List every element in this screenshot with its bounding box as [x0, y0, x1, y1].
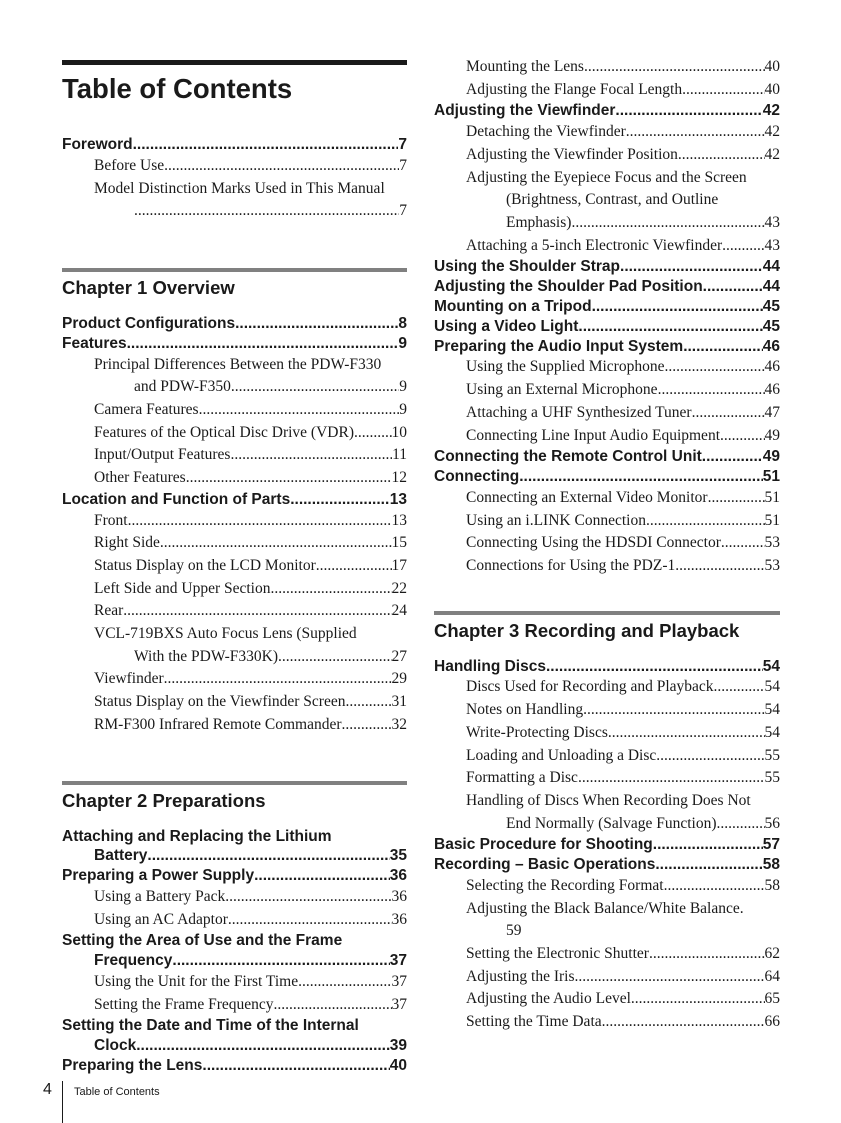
entry-label: Handling Discs	[434, 657, 546, 675]
entry-label: Mounting on a Tripod	[434, 298, 592, 316]
entry-page-number: 32	[391, 715, 407, 733]
leader-dots	[230, 444, 392, 467]
entry-label: Loading and Unloading a Disc	[466, 746, 657, 764]
chapter-2-continued-list	[434, 56, 780, 578]
toc-heading-entry[interactable]	[434, 657, 780, 677]
entry-label: (Brightness, Contrast, and Outline	[506, 191, 719, 209]
toc-subentry-continuation	[434, 920, 780, 943]
toc-heading-entry[interactable]	[62, 334, 407, 354]
toc-subentry[interactable]	[62, 444, 407, 467]
entry-page-number: 36	[391, 887, 407, 905]
chapter-3-heading: Chapter 3 Recording and Playback	[434, 611, 780, 643]
entry-label: Rear	[94, 602, 124, 620]
entry-page-number: 47	[764, 403, 780, 421]
entry-page-number: 43	[764, 236, 780, 254]
entry-label: Preparing the Lens	[62, 1056, 203, 1074]
toc-heading-entry[interactable]	[62, 490, 407, 510]
entry-page-number: 49	[764, 426, 780, 444]
entry-label: Connecting Using the HDSDI Connector	[466, 534, 721, 552]
toc-subentry[interactable]	[434, 767, 780, 790]
toc-subentry[interactable]	[434, 402, 780, 425]
entry-label: Using an External Microphone	[466, 381, 658, 399]
entry-page-number: 64	[764, 967, 780, 985]
toc-heading-entry[interactable]	[434, 855, 780, 875]
entry-label: Using a Video Light	[434, 317, 579, 335]
entry-label: Connecting an External Video Monitor	[466, 488, 708, 506]
entry-page-number: 65	[764, 990, 780, 1008]
entry-label: Emphasis)	[506, 214, 572, 232]
entry-label: With the PDW-F330K)	[134, 647, 279, 665]
entry-page-number: 44	[762, 258, 780, 276]
entry-label: Before Use	[94, 156, 165, 174]
chapter-3-list	[434, 657, 780, 1034]
entry-page-number: 46	[764, 381, 780, 399]
toc-subentry[interactable]	[62, 714, 407, 737]
entry-label: Clock	[94, 1037, 137, 1055]
leader-dots	[133, 135, 399, 155]
leader-dots	[578, 767, 765, 790]
toc-subentry[interactable]	[434, 356, 780, 379]
toc-subentry[interactable]	[62, 354, 407, 377]
page-number: 4	[43, 1081, 52, 1098]
toc-subentry[interactable]	[62, 467, 407, 490]
entry-label: Connecting	[434, 468, 520, 486]
leader-dots	[620, 257, 763, 277]
footer-section-title: Table of Contents	[74, 1086, 160, 1098]
entry-label: Using an i.LINK Connection	[466, 511, 646, 529]
entry-label: Features	[62, 334, 127, 352]
entry-page-number: 57	[762, 836, 780, 854]
entry-label: Status Display on the LCD Monitor	[94, 556, 316, 574]
entry-page-number: 44	[762, 278, 780, 296]
toc-heading-entry[interactable]	[434, 467, 780, 487]
toc-heading-entry[interactable]	[434, 101, 780, 121]
entry-page-number: 12	[391, 469, 407, 487]
entry-label: Preparing the Audio Input System	[434, 337, 684, 355]
leader-dots	[653, 835, 763, 855]
leader-dots	[231, 376, 399, 399]
toc-heading-entry[interactable]	[434, 835, 780, 855]
leader-dots	[608, 722, 765, 745]
entry-page-number: 56	[764, 814, 780, 832]
entry-label: Status Display on the Viewfinder Screen	[94, 693, 346, 711]
entry-page-number: 43	[764, 214, 780, 232]
leader-dots	[164, 668, 392, 691]
toc-subentry[interactable]	[434, 722, 780, 745]
toc-subentry[interactable]	[434, 699, 780, 722]
toc-subentry[interactable]	[434, 56, 780, 79]
entry-label: RM-F300 Infrared Remote Commander	[94, 715, 342, 733]
toc-subentry[interactable]	[434, 813, 780, 836]
entry-page-number: 54	[764, 723, 780, 741]
leader-dots	[692, 402, 765, 425]
entry-label: Using an AC Adaptor	[94, 910, 228, 928]
toc-heading-entry[interactable]	[434, 337, 780, 357]
entry-page-number: 54	[764, 678, 780, 696]
toc-subentry[interactable]	[62, 971, 407, 994]
toc-subentry-continuation	[434, 189, 780, 212]
chapter-2-list	[62, 827, 407, 1076]
entry-page-number: 54	[762, 657, 780, 675]
entry-page-number: 58	[764, 876, 780, 894]
leader-dots	[354, 422, 392, 445]
entry-label: Formatting a Disc	[466, 769, 578, 787]
leader-dots	[134, 200, 399, 223]
leader-dots	[664, 875, 765, 898]
leader-dots	[254, 866, 390, 886]
entry-label: Attaching a 5-inch Electronic Viewfinder	[466, 236, 723, 254]
entry-label: Viewfinder	[94, 670, 164, 688]
toc-subentry[interactable]	[434, 555, 780, 578]
entry-page-number: 45	[762, 298, 780, 316]
entry-page-number: 54	[764, 701, 780, 719]
entry-label: Handling of Discs When Recording Does Not	[466, 791, 751, 809]
toc-heading-entry[interactable]	[434, 447, 780, 467]
entry-label: Mounting the Lens	[466, 58, 584, 75]
entry-label: Basic Procedure for Shooting	[434, 836, 653, 854]
entry-label: Detaching the Viewfinder	[466, 123, 626, 141]
leader-dots	[626, 121, 765, 144]
toc-subentry[interactable]	[62, 422, 407, 445]
leader-dots	[602, 1011, 765, 1034]
toc-subentry[interactable]	[434, 235, 780, 258]
entry-label: Recording – Basic Operations	[434, 856, 656, 874]
entry-label: Camera Features	[94, 400, 199, 418]
entry-label: Frequency	[94, 952, 173, 970]
entry-label: Adjusting the Flange Focal Length	[466, 80, 683, 98]
toc-subentry[interactable]	[434, 121, 780, 144]
toc-subentry[interactable]	[62, 623, 407, 646]
leader-dots	[592, 297, 763, 317]
leader-dots	[675, 555, 764, 578]
leader-dots	[721, 532, 765, 555]
leader-dots	[664, 356, 764, 379]
toc-subentry[interactable]	[62, 668, 407, 691]
entry-label: Adjusting the Black Balance/White Balance.	[466, 899, 744, 917]
leader-dots	[717, 813, 765, 836]
chapter-1-heading: Chapter 1 Overview	[62, 268, 407, 300]
entry-label: Location and Function of Parts	[62, 490, 291, 508]
leader-dots	[646, 510, 765, 533]
toc-heading-entry[interactable]	[62, 314, 407, 334]
leader-dots	[708, 487, 765, 510]
toc-subentry[interactable]	[62, 994, 407, 1017]
toc-heading-entry[interactable]	[434, 297, 780, 317]
entry-label: Adjusting the Iris	[466, 967, 575, 985]
entry-label: Right Side	[94, 534, 160, 552]
leader-dots	[172, 951, 389, 971]
leader-dots	[702, 447, 763, 467]
entry-page-number: 58	[762, 856, 780, 874]
toc-subentry[interactable]	[62, 886, 407, 909]
leader-dots	[136, 1036, 390, 1056]
leader-dots	[519, 467, 763, 487]
entry-label: Adjusting the Viewfinder Position	[466, 145, 678, 163]
toc-heading-entry[interactable]	[434, 317, 780, 337]
leader-dots	[199, 399, 400, 422]
entry-label: Foreword	[62, 136, 133, 153]
leader-dots	[656, 745, 764, 768]
entry-label: Adjusting the Shoulder Pad Position	[434, 278, 703, 296]
toc-heading-entry[interactable]	[62, 135, 407, 155]
leader-dots	[235, 314, 398, 334]
entry-page-number: 42	[762, 102, 780, 120]
entry-page-number: 27	[391, 647, 407, 665]
entry-page-number: 31	[391, 693, 407, 711]
entry-page-number: 45	[762, 317, 780, 335]
entry-label: End Normally (Salvage Function)	[506, 814, 717, 832]
entry-page-number: 39	[389, 1037, 407, 1055]
leader-dots	[615, 101, 762, 121]
entry-page-number: 35	[389, 847, 407, 865]
entry-label: and PDW-F350	[134, 378, 231, 396]
toc-heading-entry[interactable]	[62, 866, 407, 886]
entry-page-number: 40	[764, 80, 780, 98]
leader-dots	[649, 943, 765, 966]
entry-label: Principal Differences Between the PDW-F330	[94, 355, 382, 373]
entry-page-number: 49	[762, 448, 780, 466]
entry-label: Input/Output Features	[94, 446, 231, 464]
toc-subentry[interactable]	[62, 200, 407, 223]
entry-page-number: 42	[764, 145, 780, 163]
entry-label: Features of the Optical Disc Drive (VDR)	[94, 423, 354, 441]
chapter-2-heading: Chapter 2 Preparations	[62, 781, 407, 813]
entry-page-number: 9	[399, 400, 407, 418]
leader-dots	[160, 532, 392, 555]
entry-page-number: 55	[764, 769, 780, 787]
entry-label: Setting the Electronic Shutter	[466, 945, 649, 963]
toc-heading-entry[interactable]	[62, 1036, 407, 1056]
leader-dots	[571, 212, 764, 235]
toc-heading-entry[interactable]	[434, 277, 780, 297]
entry-label: Selecting the Recording Format	[466, 876, 664, 894]
leader-dots	[546, 657, 763, 677]
entry-label: Connections for Using the PDZ-1	[466, 556, 676, 574]
toc-subentry[interactable]	[62, 600, 407, 623]
toc-subentry[interactable]	[62, 510, 407, 533]
entry-page-number: 46	[762, 337, 780, 355]
entry-page-number: 9	[398, 334, 407, 352]
entry-label: Attaching and Replacing the Lithium	[62, 827, 332, 845]
entry-label: Setting the Area of Use and the Frame	[62, 932, 343, 950]
entry-label: VCL-719BXS Auto Focus Lens (Supplied	[94, 625, 357, 643]
leader-dots	[228, 909, 392, 932]
entry-label: Discs Used for Recording and Playback	[466, 678, 714, 696]
leader-dots	[683, 337, 763, 357]
leader-dots	[658, 379, 765, 402]
leader-dots	[186, 467, 392, 490]
leader-dots	[578, 317, 762, 337]
entry-label: Connecting Line Input Audio Equipment	[466, 426, 720, 444]
entry-page-number: 29	[391, 670, 407, 688]
entry-page-number: 10	[391, 423, 407, 441]
entry-page-number: 13	[389, 490, 407, 508]
toc-subentry[interactable]	[434, 79, 780, 102]
toc-subentry[interactable]	[434, 790, 780, 813]
toc-subentry[interactable]	[434, 532, 780, 555]
toc-subentry[interactable]	[62, 399, 407, 422]
toc-subentry[interactable]	[62, 578, 407, 601]
toc-heading-entry[interactable]	[62, 846, 407, 866]
entry-page-number: 7	[398, 136, 407, 153]
foreword-list	[62, 135, 407, 223]
entry-page-number: 62	[764, 945, 780, 963]
leader-dots	[682, 79, 764, 102]
toc-subentry[interactable]	[434, 510, 780, 533]
toc-subentry[interactable]	[434, 988, 780, 1011]
entry-label: Attaching a UHF Synthesized Tuner	[466, 403, 692, 421]
toc-subentry[interactable]	[434, 875, 780, 898]
leader-dots	[225, 886, 391, 909]
toc-subentry[interactable]	[434, 943, 780, 966]
entry-page-number: 36	[389, 867, 407, 885]
entry-page-number: 37	[389, 952, 407, 970]
entry-page-number: 7	[399, 202, 407, 220]
toc-subentry[interactable]	[62, 691, 407, 714]
entry-page-number: 53	[764, 556, 780, 574]
entry-page-number: 13	[391, 511, 407, 529]
leader-dots	[342, 714, 392, 737]
entry-label: Using the Unit for the First Time	[94, 972, 299, 990]
toc-subentry[interactable]	[434, 966, 780, 989]
entry-page-number: 40	[764, 58, 780, 75]
entry-page-number: 42	[764, 123, 780, 141]
toc-heading-entry[interactable]	[62, 1056, 407, 1076]
toc-heading-entry[interactable]	[62, 931, 407, 951]
leader-dots	[655, 855, 762, 875]
toc-subentry[interactable]	[62, 155, 407, 178]
entry-page-number: 37	[391, 995, 407, 1013]
leader-dots	[290, 490, 390, 510]
entry-page-number: 36	[391, 910, 407, 928]
toc-subentry[interactable]	[434, 379, 780, 402]
leader-dots	[128, 510, 392, 533]
entry-page-number: 51	[764, 511, 780, 529]
entry-page-number: 15	[391, 534, 407, 552]
toc-subentry[interactable]	[434, 898, 780, 921]
entry-page-number: 51	[764, 488, 780, 506]
toc-subentry[interactable]	[62, 646, 407, 669]
entry-label: Notes on Handling	[466, 701, 584, 719]
entry-label: Setting the Time Data	[466, 1013, 602, 1031]
entry-page-number: 24	[391, 602, 407, 620]
leader-dots	[164, 155, 399, 178]
entry-page-number: 46	[764, 358, 780, 376]
entry-label: Using the Supplied Microphone	[466, 358, 665, 376]
entry-label: Preparing a Power Supply	[62, 867, 255, 885]
leader-dots	[575, 966, 765, 989]
entry-label: Adjusting the Viewfinder	[434, 102, 616, 120]
entry-page-number: 11	[392, 446, 407, 464]
entry-label: Connecting the Remote Control Unit	[434, 448, 702, 466]
page-title: Table of Contents	[62, 60, 407, 107]
leader-dots	[316, 555, 392, 578]
leader-dots	[147, 846, 389, 866]
entry-label: Setting the Date and Time of the Internal	[62, 1017, 359, 1035]
toc-subentry[interactable]	[434, 1011, 780, 1034]
toc-subentry[interactable]	[434, 425, 780, 448]
entry-page-number: 51	[762, 468, 780, 486]
leader-dots	[123, 600, 391, 623]
entry-label: Front	[94, 511, 128, 529]
entry-page-number: 37	[391, 972, 407, 990]
leader-dots	[631, 988, 765, 1011]
leader-dots	[270, 578, 391, 601]
leader-dots	[274, 994, 392, 1017]
entry-label: Using a Battery Pack	[94, 887, 226, 905]
toc-heading-entry[interactable]	[62, 951, 407, 971]
toc-subentry[interactable]	[434, 745, 780, 768]
entry-label: Adjusting the Eyepiece Focus and the Screen	[466, 168, 747, 186]
entry-page-number: 17	[391, 556, 407, 574]
leader-dots	[345, 691, 391, 714]
entry-page-number: 22	[391, 579, 407, 597]
entry-label: Model Distinction Marks Used in This Manual	[94, 179, 385, 197]
left-column	[62, 60, 407, 1076]
leader-dots	[720, 425, 765, 448]
leader-dots	[202, 1056, 389, 1076]
leader-dots	[714, 676, 765, 699]
entry-page-number: 9	[399, 378, 407, 396]
entry-page-number: 8	[398, 314, 407, 332]
toc-subentry[interactable]	[434, 167, 780, 190]
entry-label: Battery	[94, 847, 148, 865]
chapter-1-list	[62, 314, 407, 737]
entry-page-number: 7	[399, 156, 407, 174]
leader-dots	[583, 699, 764, 722]
toc-subentry[interactable]	[62, 532, 407, 555]
toc-subentry[interactable]	[434, 676, 780, 699]
entry-page-number: 66	[764, 1013, 780, 1031]
toc-subentry[interactable]	[62, 909, 407, 932]
entry-label: Adjusting the Audio Level	[466, 990, 631, 1008]
right-column	[434, 56, 780, 1034]
entry-label: Left Side and Upper Section	[94, 579, 271, 597]
entry-page-number: 59	[506, 922, 522, 940]
entry-page-number: 55	[764, 746, 780, 764]
toc-subentry[interactable]	[434, 144, 780, 167]
toc-heading-entry[interactable]	[62, 827, 407, 847]
leader-dots	[703, 277, 763, 297]
toc-heading-entry[interactable]	[62, 1016, 407, 1036]
entry-page-number: 40	[389, 1056, 407, 1074]
entry-label: Other Features	[94, 469, 186, 487]
entry-label: Using the Shoulder Strap	[434, 258, 621, 276]
leader-dots	[298, 971, 391, 994]
toc-subentry[interactable]	[62, 178, 407, 201]
leader-dots	[584, 56, 765, 79]
footer-divider	[62, 1081, 63, 1123]
toc-heading-entry[interactable]	[434, 257, 780, 277]
toc-subentry[interactable]	[62, 376, 407, 399]
toc-subentry[interactable]	[62, 555, 407, 578]
entry-label: Product Configurations	[62, 314, 236, 332]
toc-subentry[interactable]	[434, 487, 780, 510]
leader-dots	[722, 235, 764, 258]
toc-subentry[interactable]	[434, 212, 780, 235]
leader-dots	[278, 646, 391, 669]
leader-dots	[127, 334, 399, 354]
entry-label: Setting the Frame Frequency	[94, 995, 274, 1013]
entry-label: Write-Protecting Discs	[466, 723, 608, 741]
leader-dots	[678, 144, 765, 167]
entry-page-number: 53	[764, 534, 780, 552]
